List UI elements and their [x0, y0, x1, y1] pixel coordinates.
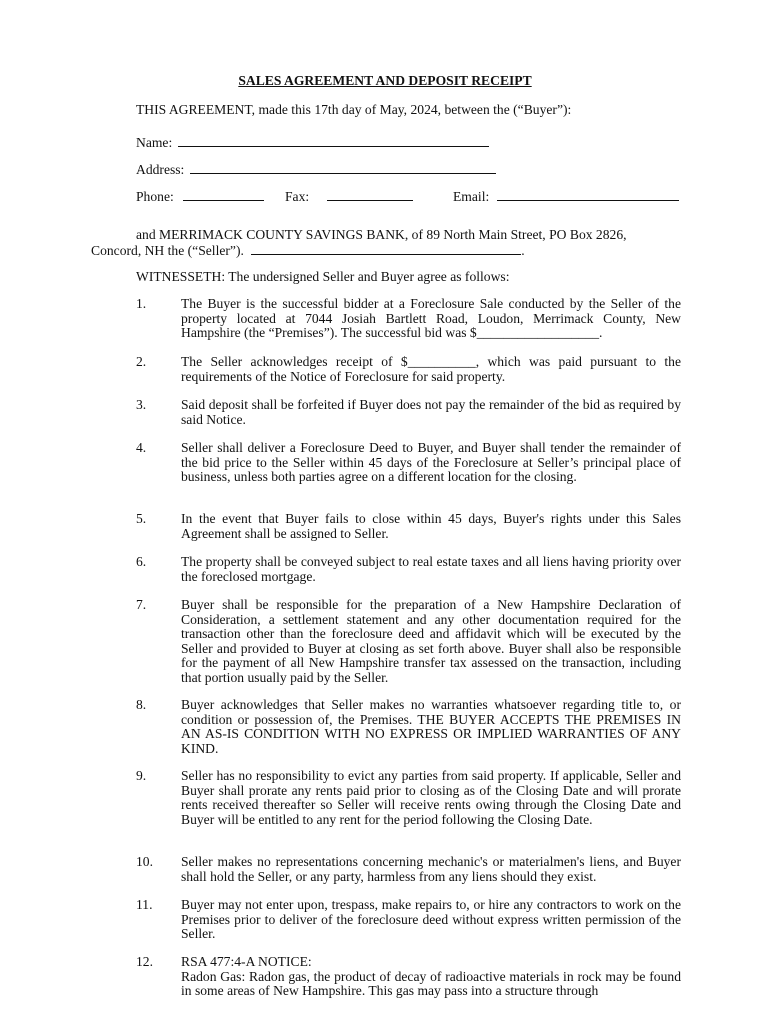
list-item-number: 7.	[136, 597, 147, 612]
list-item-text: The property shall be conveyed subject to real estate taxes and all liens having priority over the foreclosed mortgage.	[181, 554, 681, 584]
phone-label: Phone:	[136, 189, 174, 204]
list-item-number: 11.	[136, 897, 153, 912]
seller-line-1: and MERRIMACK COUNTY SAVINGS BANK, of 89 North Main Street, PO Box 2826,	[136, 227, 627, 242]
list-item-number: 1.	[136, 296, 147, 311]
list-item-number: 8.	[136, 697, 147, 712]
list-item-number: 10.	[136, 854, 153, 869]
seller-line-2	[91, 242, 525, 259]
phone-input-line[interactable]	[183, 188, 264, 201]
list-item-number: 9.	[136, 768, 147, 783]
witnesseth-text: WITNESSETH: The undersigned Seller and Buyer agree as follows:	[136, 269, 510, 284]
phone-field[interactable]	[136, 188, 264, 205]
list-item-text: Seller makes no representations concerning mechanic's or materialmen's liens, and Buyer shall hold the Seller, or any party, harmless from any liens should they exist.	[181, 854, 681, 884]
address-input-line[interactable]	[190, 161, 496, 174]
seller-line-2-text: Concord, NH the (“Seller”).	[91, 243, 244, 258]
seller-input-line[interactable]	[251, 242, 521, 255]
list-item-text: RSA 477:4-A NOTICE: Radon Gas: Radon gas, the product of decay of radioactive materials in rock may be found in some areas of New Hampshire. This gas may pass into a structure through	[181, 954, 681, 998]
list-item-text: Buyer acknowledges that Seller makes no warranties whatsoever regarding title to, or condition or possession of, the Premises. THE BUYER ACCEPTS THE PREMISES IN AN AS-IS CONDITION WITH NO EXPRESS OR IMPLIED WARRANTIES OF ANY KIND.	[181, 697, 681, 756]
list-item-number: 2.	[136, 354, 147, 369]
email-field[interactable]	[453, 188, 679, 205]
fax-input-line[interactable]	[327, 188, 413, 201]
list-item-number: 12.	[136, 954, 153, 969]
fax-label: Fax:	[285, 189, 310, 204]
list-item-text: In the event that Buyer fails to close within 45 days, Buyer's rights under this Sales Agreement shall be assigned to Seller.	[181, 511, 681, 541]
list-item-text: Seller has no responsibility to evict any parties from said property. If applicable, Seller and Buyer shall prorate any rents paid prior to closing as of the Closing Date and will prorate rents received thereafter so Seller will receive rents owing through the Closing Date and Buyer will be entitled to any rent for the period following the Closing Date.	[181, 768, 681, 827]
list-item-number: 5.	[136, 511, 147, 526]
name-input-line[interactable]	[178, 134, 489, 147]
name-label: Name:	[136, 135, 173, 150]
seller-line-2-end: .	[521, 243, 525, 258]
list-item-text: The Buyer is the successful bidder at a Foreclosure Sale conducted by the Seller of the property located at 7044 Josiah Bartlett Road, Loudon, Merrimack County, New Hampshire (the “Premises”). The successful bid was $__________________.	[181, 296, 681, 340]
address-label: Address:	[136, 162, 185, 177]
document-title: SALES AGREEMENT AND DEPOSIT RECEIPT	[238, 73, 532, 88]
list-item-number: 3.	[136, 397, 147, 412]
email-label: Email:	[453, 189, 490, 204]
fax-field[interactable]	[285, 188, 413, 205]
list-item-number: 4.	[136, 440, 147, 455]
address-field[interactable]	[136, 161, 496, 178]
name-field[interactable]	[136, 134, 489, 151]
list-item-text: Buyer shall be responsible for the preparation of a New Hampshire Declaration of Consideration, a settlement statement and any other documentation required for the transaction other than the foreclosure deed and affidavit which will be executed by the Seller and provided to Buyer at closing as set forth above. Buyer shall also be responsible for the payment of all New Hampshire transfer tax assessed on the transaction, including that portion usually paid by the Seller.	[181, 597, 681, 685]
list-item-number: 6.	[136, 554, 147, 569]
list-item-text: Said deposit shall be forfeited if Buyer does not pay the remainder of the bid as required by said Notice.	[181, 397, 681, 427]
list-item-text: Seller shall deliver a Foreclosure Deed to Buyer, and Buyer shall tender the remainder of the bid price to the Seller within 45 days of the Foreclosure at Seller’s principal place of business, unless both parties agree on a different location for the closing.	[181, 440, 681, 484]
list-item-text: Buyer may not enter upon, trespass, make repairs to, or hire any contractors to work on the Premises prior to deliver of the foreclosure deed without express written permission of the Seller.	[181, 897, 681, 941]
email-input-line[interactable]	[497, 188, 679, 201]
list-item-text: The Seller acknowledges receipt of $__________, which was paid pursuant to the requirements of the Notice of Foreclosure for said property.	[181, 354, 681, 384]
intro-text: THIS AGREEMENT, made this 17th day of May, 2024, between the (“Buyer”):	[136, 102, 572, 117]
